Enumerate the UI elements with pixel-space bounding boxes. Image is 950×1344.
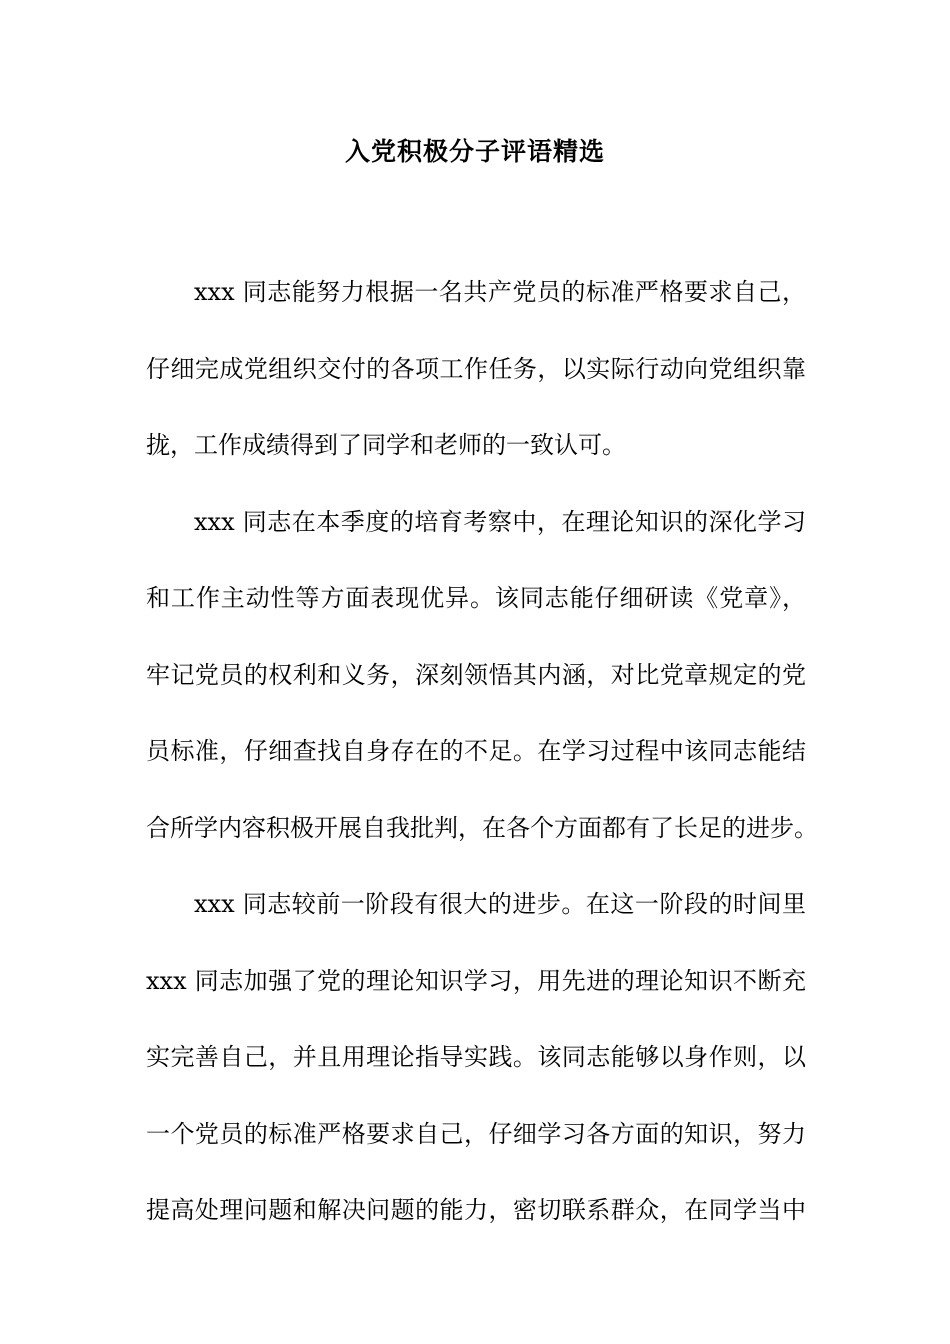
paragraph-line: 拢，工作成绩得到了同学和老师的一致认可。	[146, 431, 626, 459]
document-body	[146, 254, 818, 1249]
paragraph-line: 员标准，仔细查找自身存在的不足。在学习过程中该同志能结	[146, 737, 806, 765]
paragraph-line: 和工作主动性等方面表现优异。该同志能仔细研读《党章》，	[146, 584, 806, 612]
paragraph-line: 牢记党员的权利和义务，深刻领悟其内涵，对比党章规定的党	[146, 660, 806, 689]
paragraph-line: xxx 同志较前一阶段有很大的进步。在这一阶段的时间里	[194, 890, 806, 918]
paragraph-line: 提高处理问题和解决问题的能力，密切联系群众，在同学当中	[146, 1196, 806, 1224]
paragraph-1	[146, 254, 806, 484]
paragraph-2	[146, 484, 818, 867]
paragraph-line: 合所学内容积极开展自我批判，在各个方面都有了长足的进步。	[146, 813, 818, 842]
paragraph-line: 一个党员的标准严格要求自己，仔细学习各方面的知识，努力	[146, 1119, 806, 1148]
document-title: 入党积极分子评语精选	[344, 137, 605, 166]
paragraph-line: xxx 同志能努力根据一名共产党员的标准严格要求自己，	[194, 278, 806, 306]
paragraph-line: xxx 同志加强了党的理论知识学习，用先进的理论知识不断充	[146, 966, 806, 995]
paragraph-line: 仔细完成党组织交付的各项工作任务，以实际行动向党组织靠	[146, 354, 806, 383]
paragraph-line: xxx 同志在本季度的培育考察中，在理论知识的深化学习	[194, 507, 806, 536]
paragraph-3	[146, 866, 806, 1249]
paragraph-line: 实完善自己，并且用理论指导实践。该同志能够以身作则，以	[146, 1043, 806, 1071]
